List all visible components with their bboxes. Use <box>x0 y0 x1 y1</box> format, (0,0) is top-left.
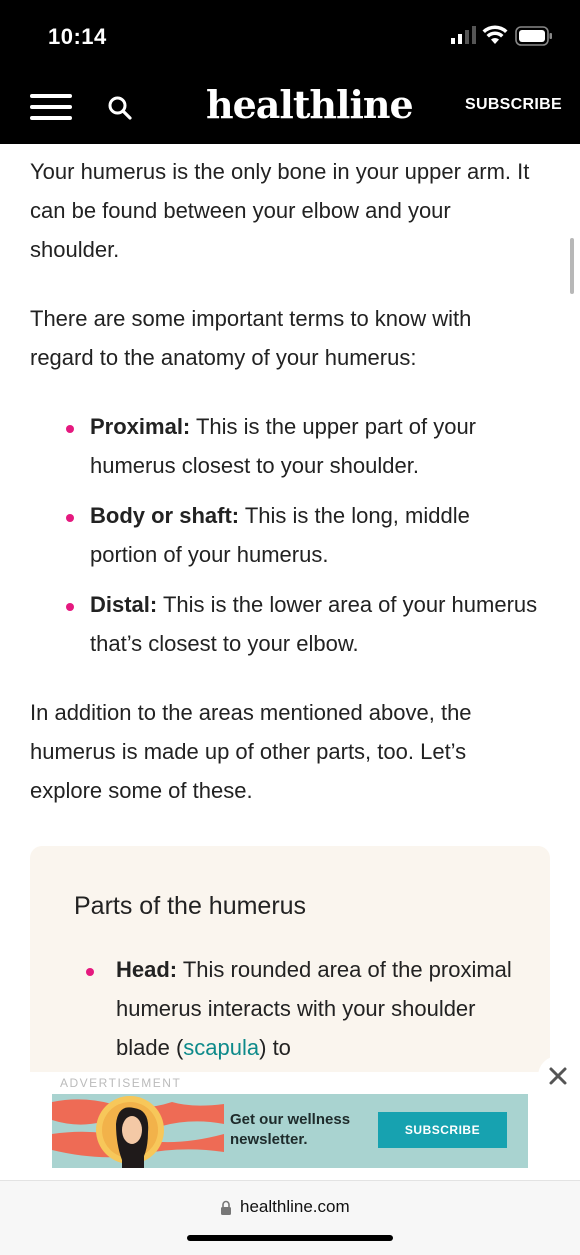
term-desc: This is the lower area of your humerus that’s closest to your elbow. <box>90 592 538 656</box>
term-desc: This rounded area of the proximal humerus interacts with your shoulder blade ( <box>116 957 512 1060</box>
bullet-icon <box>86 968 94 976</box>
list-item <box>90 407 540 485</box>
list-item <box>90 496 540 574</box>
advertisement <box>0 1072 580 1180</box>
article-body <box>30 152 540 840</box>
subscribe-button[interactable]: SUBSCRIBE <box>465 96 562 113</box>
term-desc: This is the long, middle portion of your humerus. <box>90 503 470 567</box>
term-desc-end: ) to <box>259 1035 291 1060</box>
url-text: healthline.com <box>240 1197 350 1216</box>
parts-box <box>30 846 550 1106</box>
term-label: Proximal: <box>90 414 191 439</box>
healthline-logo[interactable]: healthline <box>206 82 413 127</box>
bullet-icon <box>66 603 74 611</box>
browser-url-bar[interactable] <box>0 1180 580 1255</box>
hamburger-menu-icon[interactable] <box>30 94 72 122</box>
list-item <box>90 585 540 663</box>
top-bar <box>0 0 580 144</box>
scrollbar[interactable] <box>570 238 574 294</box>
ad-illustration <box>52 1094 224 1168</box>
parts-box-title: Parts of the humerus <box>74 892 307 920</box>
search-icon[interactable] <box>106 94 134 122</box>
battery-icon <box>515 26 553 46</box>
wifi-icon <box>482 24 508 46</box>
paragraph: There are some important terms to know with regard to the anatomy of your humerus: <box>30 306 472 370</box>
close-icon[interactable] <box>538 1056 578 1096</box>
ad-label: ADVERTISEMENT <box>60 1076 182 1090</box>
bullet-icon <box>66 425 74 433</box>
paragraph: In addition to the areas mentioned above, the humerus is made up of other parts, too. Let’s explore some of these. <box>30 700 472 803</box>
term-label: Head: <box>116 957 178 982</box>
ad-text-line: newsletter. <box>230 1131 308 1148</box>
bullet-icon <box>66 514 74 522</box>
term-desc: This is the upper part of your humerus closest to your shoulder. <box>90 414 477 478</box>
terms-list <box>30 407 540 663</box>
ad-subscribe-button[interactable]: SUBSCRIBE <box>378 1112 507 1148</box>
paragraph: Your humerus is the only bone in your upper arm. It can be found between your elbow and your shoulder. <box>30 159 530 262</box>
cellular-signal-icon <box>451 26 477 44</box>
term-label: Body or shaft: <box>90 503 240 528</box>
ad-text <box>230 1110 350 1150</box>
ad-text-line: Get our wellness <box>230 1111 351 1128</box>
url-display[interactable] <box>220 1197 350 1217</box>
status-bar <box>0 0 580 70</box>
lock-icon <box>220 1200 232 1215</box>
ad-banner[interactable] <box>52 1094 528 1168</box>
scapula-link[interactable]: scapula <box>183 1035 260 1060</box>
home-indicator[interactable] <box>187 1235 393 1241</box>
status-time: 10:14 <box>48 24 107 49</box>
list-item <box>116 950 526 1067</box>
site-header <box>0 70 580 144</box>
term-label: Distal: <box>90 592 158 617</box>
